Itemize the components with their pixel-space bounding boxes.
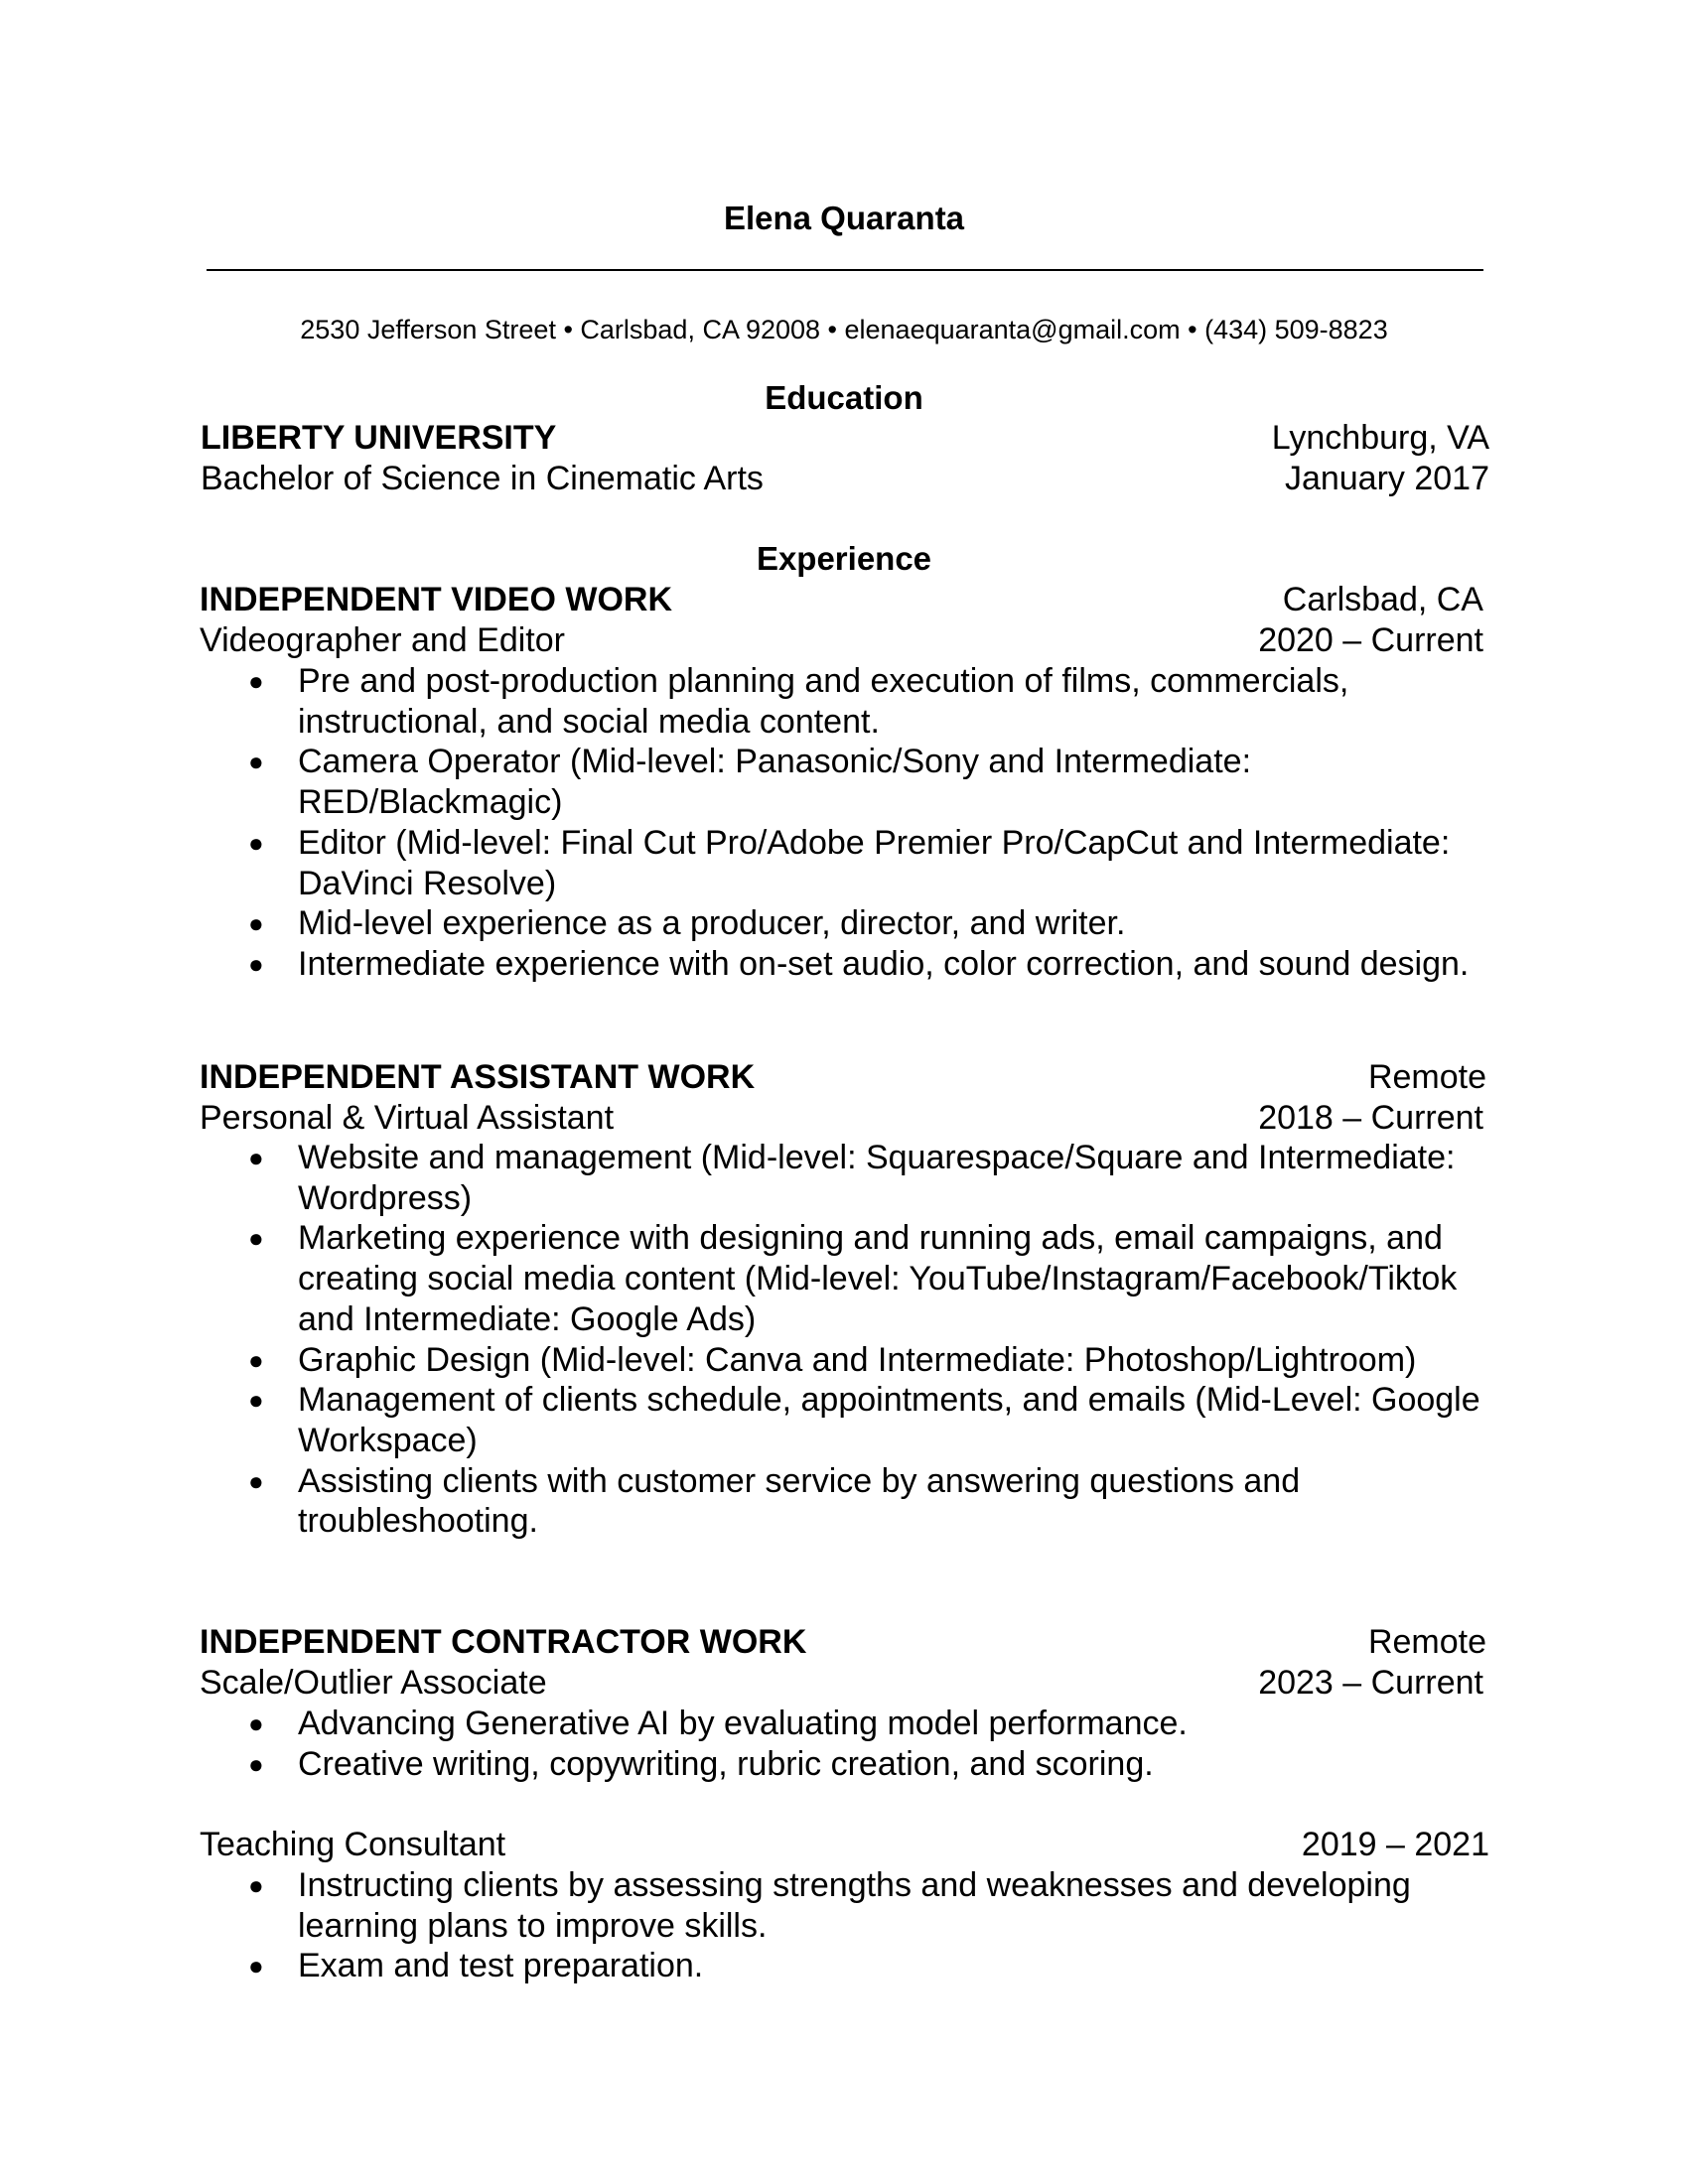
job-location: Remote [1367,1623,1486,1661]
bullet-item: ● Marketing experience with designing and running ads, email campaigns, and creating social media content (Mid-level: YouTube/Instagram/Facebook/Tiktok and Intermediate: Google Ads) [248,1218,1499,1339]
degree-date: January 2017 [1284,460,1489,497]
job-location: Remote [1367,1058,1486,1096]
job-role-row [200,1098,1483,1139]
bullet-item: ● Website and management (Mid-level: Squarespace/Square and Intermediate: Wordpress) [248,1138,1499,1218]
job-role-row [200,620,1483,661]
job-role: Teaching Consultant [200,1826,506,1863]
school-location: Lynchburg, VA [1271,419,1489,457]
job-role: Videographer and Editor [200,621,565,659]
job-dates: 2020 – Current [1258,621,1483,659]
bullet-item: ● Mid-level experience as a producer, director, and writer. [248,903,1499,944]
job-organization: INDEPENDENT ASSISTANT WORK [200,1058,756,1096]
resume-name: Elena Quaranta [723,200,965,236]
job-role-row [200,1663,1483,1704]
job-bullet-list [248,1138,1499,1542]
education-degree-row [201,459,1489,499]
header-divider [207,269,1483,271]
job-header-row [200,580,1483,620]
job-dates: 2023 – Current [1258,1664,1483,1702]
job-dates: 2019 – 2021 [1301,1826,1489,1863]
job-organization: INDEPENDENT CONTRACTOR WORK [200,1623,807,1661]
bullet-item: ● Camera Operator (Mid-level: Panasonic/Sony and Intermediate: RED/Blackmagic) [248,742,1499,822]
education-school-row [201,418,1489,459]
degree: Bachelor of Science in Cinematic Arts [201,460,764,497]
job-bullet-list [248,1704,1499,1784]
contact-line: 2530 Jefferson Street • Carlsbad, CA 92008 • elenaequaranta@gmail.com • (434) 509-8823 [300,315,1388,344]
bullet-item: ● Exam and test preparation. [248,1946,1499,1986]
bullet-item: ● Advancing Generative AI by evaluating model performance. [248,1704,1499,1744]
education-heading: Education [765,379,923,416]
job-header-row [200,1057,1486,1098]
experience-heading: Experience [756,540,932,577]
job-header-row [200,1622,1486,1663]
bullet-item: ● Creative writing, copywriting, rubric creation, and scoring. [248,1744,1499,1785]
job-organization: INDEPENDENT VIDEO WORK [200,581,673,618]
bullet-item: ● Editor (Mid-level: Final Cut Pro/Adobe Premier Pro/CapCut and Intermediate: DaVinci Resolve) [248,823,1499,903]
job-bullet-list [248,1865,1499,1986]
bullet-item: ● Intermediate experience with on-set audio, color correction, and sound design. [248,944,1499,985]
job-location: Carlsbad, CA [1282,581,1483,618]
bullet-item: ● Instructing clients by assessing strengths and weaknesses and developing learning plans to improve skills. [248,1865,1499,1946]
job-role: Personal & Virtual Assistant [200,1099,615,1137]
job-role-row [200,1825,1489,1865]
bullet-item: ● Graphic Design (Mid-level: Canva and Intermediate: Photoshop/Lightroom) [248,1340,1499,1381]
bullet-item: ● Management of clients schedule, appointments, and emails (Mid-Level: Google Workspace) [248,1380,1499,1460]
school-name: LIBERTY UNIVERSITY [201,419,557,457]
bullet-item: ● Assisting clients with customer service by answering questions and troubleshooting. [248,1461,1499,1542]
job-dates: 2018 – Current [1258,1099,1483,1137]
job-bullet-list [248,661,1499,985]
job-role: Scale/Outlier Associate [200,1664,547,1702]
bullet-item: ● Pre and post-production planning and execution of films, commercials, instructional, and social media content. [248,661,1499,742]
